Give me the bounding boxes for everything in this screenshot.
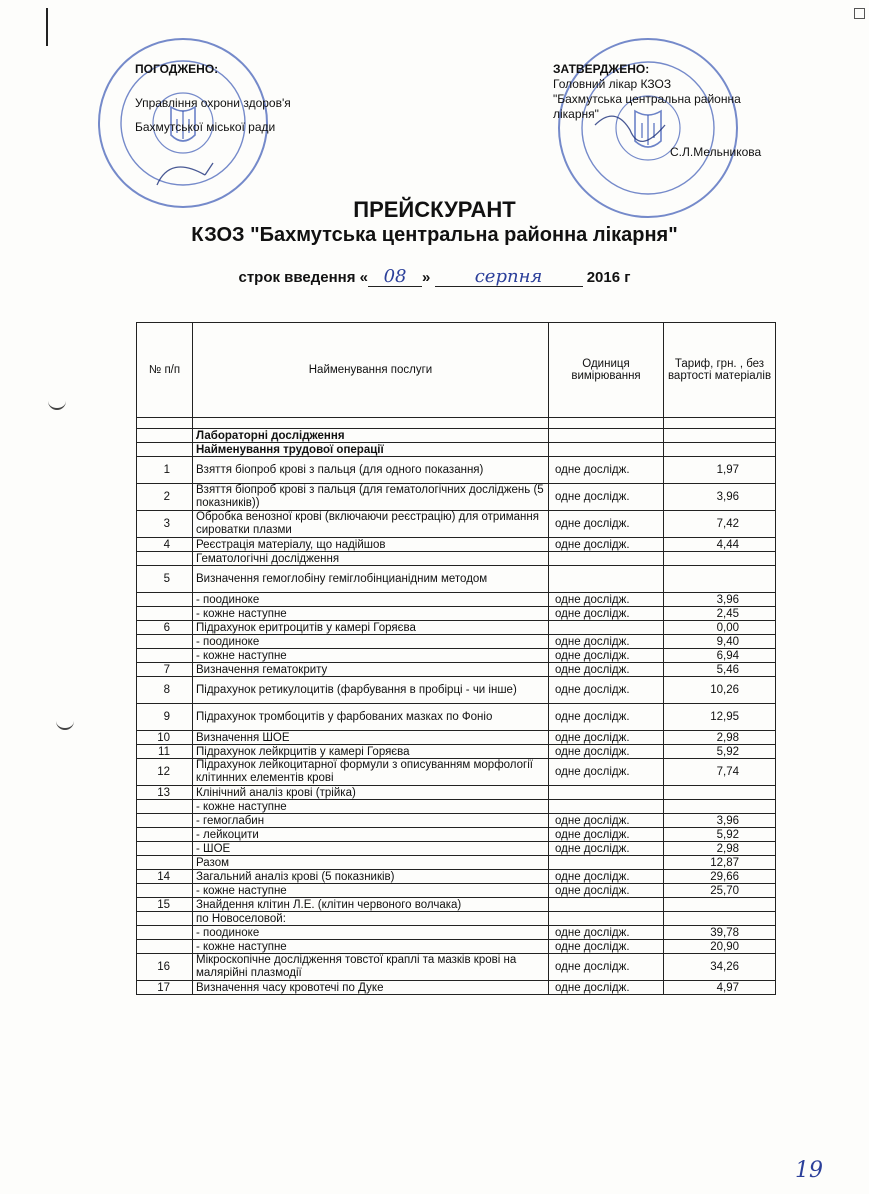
service-name: Загальний аналіз крові (5 показників): [193, 870, 549, 884]
price: 25,70: [664, 884, 776, 898]
row-number: [137, 842, 193, 856]
unit: одне дослідж.: [549, 954, 664, 981]
header-no: № п/п: [137, 323, 193, 418]
unit: [549, 566, 664, 593]
unit: одне дослідж.: [549, 814, 664, 828]
row-number: [137, 593, 193, 607]
row-number: 15: [137, 898, 193, 912]
header-unit: Одиниця вимірювання: [549, 323, 664, 418]
date-month: серпня: [435, 268, 583, 287]
unit: [549, 898, 664, 912]
header-price: Тариф, грн. , без вартості матеріалів: [664, 323, 776, 418]
row-number: [137, 552, 193, 566]
price: 1,97: [664, 457, 776, 484]
service-name: Підрахунок лейкоцитарної формули з описуванням морфології клітинних елементів крові: [193, 759, 549, 786]
organization-name: КЗОЗ "Бахмутська центральна районна лікарня": [191, 224, 678, 246]
service-name: - кожне наступне: [193, 940, 549, 954]
service-name: Взяття біопроб крові з пальця (для одного показання): [193, 457, 549, 484]
unit: [549, 800, 664, 814]
table-row: [137, 704, 776, 731]
unit: одне дослідж.: [549, 663, 664, 677]
unit: [549, 621, 664, 635]
row-number: 4: [137, 538, 193, 552]
document-title: ПРЕЙСКУРАНТ: [353, 197, 516, 222]
service-name: - гемоглабин: [193, 814, 549, 828]
price: 7,74: [664, 759, 776, 786]
service-name: Підрахунок еритроцитів у камері Горяєва: [193, 621, 549, 635]
date-year: 2016 г: [586, 269, 631, 286]
price: 12,95: [664, 704, 776, 731]
table-row: [137, 814, 776, 828]
corner-mark: [854, 8, 865, 19]
table-row: [137, 429, 776, 443]
price: 29,66: [664, 870, 776, 884]
row-number: 5: [137, 566, 193, 593]
row-number: 16: [137, 954, 193, 981]
date-prefix: строк введення «: [238, 269, 369, 286]
price: [664, 566, 776, 593]
table-row: [137, 593, 776, 607]
unit: одне дослідж.: [549, 745, 664, 759]
approval-right-line3: лікарня": [553, 107, 599, 121]
service-name: Разом: [193, 856, 549, 870]
unit: одне дослідж.: [549, 759, 664, 786]
unit: одне дослідж.: [549, 593, 664, 607]
header-name: Найменування послуги: [193, 323, 549, 418]
row-number: 8: [137, 677, 193, 704]
row-number: 2: [137, 484, 193, 511]
price: [664, 429, 776, 443]
price: [664, 552, 776, 566]
unit: [549, 786, 664, 800]
service-name: Реєстрація матеріалу, що надійшов: [193, 538, 549, 552]
unit: одне дослідж.: [549, 828, 664, 842]
unit: одне дослідж.: [549, 635, 664, 649]
price: 3,96: [664, 593, 776, 607]
price: 4,97: [664, 981, 776, 995]
service-name: - поодиноке: [193, 926, 549, 940]
unit: одне дослідж.: [549, 842, 664, 856]
table-spacer-row: [137, 418, 776, 429]
unit: одне дослідж.: [549, 884, 664, 898]
unit: одне дослідж.: [549, 511, 664, 538]
unit: [549, 912, 664, 926]
unit: одне дослідж.: [549, 538, 664, 552]
service-name: Підрахунок ретикулоцитів (фарбування в пробірці - чи інше): [193, 677, 549, 704]
price: 34,26: [664, 954, 776, 981]
table-row: [137, 870, 776, 884]
unit: [549, 429, 664, 443]
row-number: [137, 607, 193, 621]
price: 0,00: [664, 621, 776, 635]
table-row: [137, 856, 776, 870]
table-row: [137, 538, 776, 552]
service-name: Визначення гемоглобіну геміглобінцианідним методом: [193, 566, 549, 593]
service-name: - поодиноке: [193, 593, 549, 607]
unit: одне дослідж.: [549, 607, 664, 621]
service-name: по Новоселовой:: [193, 912, 549, 926]
table-row: [137, 828, 776, 842]
effective-date: [0, 268, 869, 287]
row-number: 10: [137, 731, 193, 745]
price: 20,90: [664, 940, 776, 954]
table-row: [137, 566, 776, 593]
table-row: [137, 912, 776, 926]
service-name: Визначення часу кровотечі по Дуке: [193, 981, 549, 995]
approval-right-line2: "Бахмутська центральна районна: [553, 92, 741, 106]
service-name: Підрахунок тромбоцитів у фарбованих мазках по Фоніо: [193, 704, 549, 731]
unit: одне дослідж.: [549, 870, 664, 884]
service-name: - кожне наступне: [193, 884, 549, 898]
unit: одне дослідж.: [549, 704, 664, 731]
row-number: 9: [137, 704, 193, 731]
table-row: [137, 457, 776, 484]
margin-mark: [46, 8, 48, 46]
approval-left-line1: Управління охрони здоров'я: [135, 96, 291, 110]
table-row: [137, 511, 776, 538]
service-name: - кожне наступне: [193, 649, 549, 663]
row-number: [137, 926, 193, 940]
price: 3,96: [664, 484, 776, 511]
approval-left-title: ПОГОДЖЕНО:: [135, 62, 219, 76]
table-row: [137, 786, 776, 800]
service-name: Визначення ШОЕ: [193, 731, 549, 745]
approval-right-block: [553, 62, 813, 122]
unit: одне дослідж.: [549, 981, 664, 995]
price: 9,40: [664, 635, 776, 649]
table-row: [137, 731, 776, 745]
row-number: 14: [137, 870, 193, 884]
unit: одне дослідж.: [549, 926, 664, 940]
table-row: [137, 677, 776, 704]
table-row: [137, 635, 776, 649]
table-row: [137, 884, 776, 898]
row-number: 1: [137, 457, 193, 484]
table-row: [137, 800, 776, 814]
table-row: [137, 745, 776, 759]
service-name: Знайдення клітин Л.Е. (клітин червоного волчака): [193, 898, 549, 912]
service-name: Найменування трудової операції: [193, 443, 549, 457]
unit: одне дослідж.: [549, 677, 664, 704]
price: [664, 898, 776, 912]
price: [664, 786, 776, 800]
service-name: - ШОЕ: [193, 842, 549, 856]
service-name: Визначення гематокриту: [193, 663, 549, 677]
table-row: [137, 484, 776, 511]
table-row: [137, 649, 776, 663]
table-row: [137, 663, 776, 677]
unit: одне дослідж.: [549, 457, 664, 484]
price: [664, 912, 776, 926]
row-number: 11: [137, 745, 193, 759]
signer-name: С.Л.Мельникова: [670, 145, 762, 159]
row-number: 12: [137, 759, 193, 786]
unit: одне дослідж.: [549, 649, 664, 663]
price: 2,45: [664, 607, 776, 621]
row-number: 6: [137, 621, 193, 635]
row-number: 3: [137, 511, 193, 538]
table-row: [137, 552, 776, 566]
service-name: Мікроскопічне дослідження товстої краплі та мазків крові на малярійні плазмодії: [193, 954, 549, 981]
price: [664, 443, 776, 457]
row-number: 17: [137, 981, 193, 995]
price: 5,92: [664, 828, 776, 842]
approval-left-block: [135, 62, 395, 135]
price: 10,26: [664, 677, 776, 704]
service-name: Гематологічні дослідження: [193, 552, 549, 566]
row-number: [137, 429, 193, 443]
row-number: [137, 443, 193, 457]
table-body: [137, 418, 776, 995]
table-row: [137, 621, 776, 635]
punch-hole-mark: [48, 398, 66, 410]
date-day: 08: [368, 268, 422, 287]
price: 3,96: [664, 814, 776, 828]
row-number: [137, 940, 193, 954]
row-number: [137, 649, 193, 663]
service-name: - кожне наступне: [193, 800, 549, 814]
price: 39,78: [664, 926, 776, 940]
table-row: [137, 981, 776, 995]
price: 2,98: [664, 731, 776, 745]
approval-left-line2: Бахмутської міської ради: [135, 120, 276, 134]
service-name: Клінічний аналіз крові (трійка): [193, 786, 549, 800]
table-row: [137, 842, 776, 856]
unit: одне дослідж.: [549, 484, 664, 511]
unit: одне дослідж.: [549, 940, 664, 954]
price: 12,87: [664, 856, 776, 870]
table-row: [137, 898, 776, 912]
price: 5,46: [664, 663, 776, 677]
row-number: [137, 912, 193, 926]
price: 7,42: [664, 511, 776, 538]
row-number: [137, 814, 193, 828]
row-number: [137, 800, 193, 814]
punch-hole-mark: [56, 718, 74, 730]
price: 5,92: [664, 745, 776, 759]
approval-right-title: ЗАТВЕРДЖЕНО:: [553, 62, 650, 76]
price-table: [136, 322, 776, 995]
table-header-row: [137, 323, 776, 418]
service-name: Обробка венозної крові (включаючи реєстрацію) для отримання сироватки плазми: [193, 511, 549, 538]
service-name: - лейкоцити: [193, 828, 549, 842]
row-number: 13: [137, 786, 193, 800]
row-number: [137, 828, 193, 842]
row-number: [137, 635, 193, 649]
table-row: [137, 607, 776, 621]
price: [664, 800, 776, 814]
unit: [549, 552, 664, 566]
service-name: - кожне наступне: [193, 607, 549, 621]
table-row: [137, 954, 776, 981]
service-name: - поодиноке: [193, 635, 549, 649]
unit: [549, 443, 664, 457]
price: 2,98: [664, 842, 776, 856]
price: 4,44: [664, 538, 776, 552]
table-row: [137, 926, 776, 940]
row-number: [137, 884, 193, 898]
row-number: [137, 856, 193, 870]
approval-right-line1: Головний лікар КЗОЗ: [553, 77, 672, 91]
table-row: [137, 443, 776, 457]
price: 6,94: [664, 649, 776, 663]
table-row: [137, 940, 776, 954]
service-name: Взяття біопроб крові з пальця (для гематологічних досліджень (5 показників)): [193, 484, 549, 511]
service-name: Лабораторні дослідження: [193, 429, 549, 443]
unit: [549, 856, 664, 870]
unit: одне дослідж.: [549, 731, 664, 745]
row-number: 7: [137, 663, 193, 677]
date-middle: »: [422, 269, 431, 286]
service-name: Підрахунок лейкрцитів у камері Горяєва: [193, 745, 549, 759]
page-number: 19: [795, 1158, 823, 1183]
table-row: [137, 759, 776, 786]
